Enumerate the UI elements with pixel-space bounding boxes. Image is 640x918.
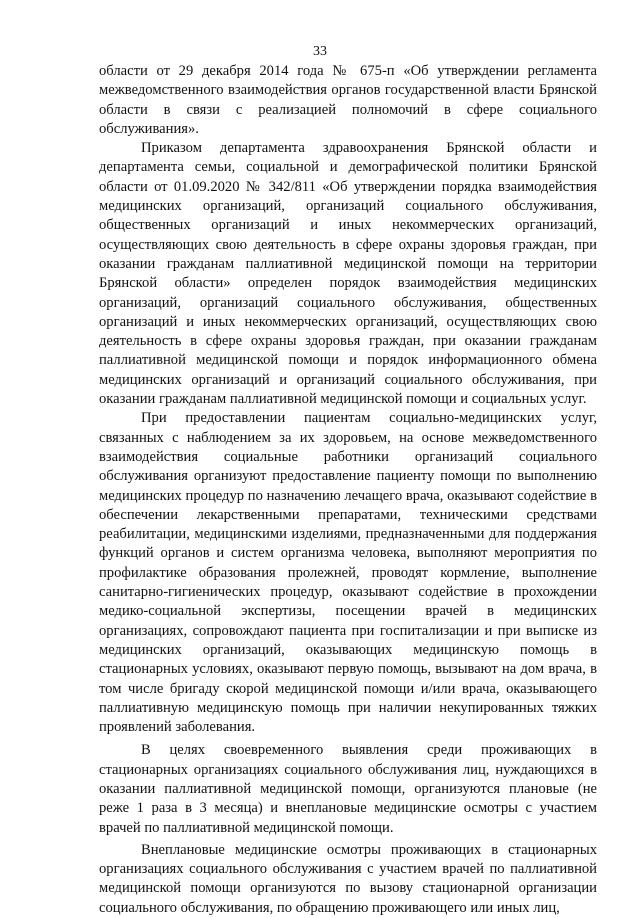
page-number: 33 <box>313 44 327 59</box>
paragraph-unplanned-examinations: Внеплановые медицинские осмотры проживающих в стационарных организациях социального обслуживания с участием врачей по паллиативной медицинской помощи организуются по вызову стационарной организации социального обслуживания, по обращению проживающего или иных лиц, <box>99 841 597 916</box>
document-body <box>99 62 597 918</box>
paragraph-timely-identification: В целях своевременного выявления среди проживающих в стационарных организациях социального обслуживания лиц, нуждающихся в оказании паллиативной медицинской помощи, организуются плановые (не реже 1 раза в 3 месяца) и внеплановые медицинские осмотры с участием врачей по паллиативной медицинской помощи. <box>99 742 597 836</box>
paragraph-regulation-reference: области от 29 декабря 2014 года № 675-п «Об утверждении регламента межведомственного взаимодействия органов государственной власти Брянской области в связи с реализацией полномочий в сфере социального обслуживания». <box>99 63 597 137</box>
paragraph-social-medical-services: При предоставлении пациентам социально-медицинских услуг, связанных с наблюдением за их здоровьем, на основе межведомственного взаимодействия социальные работники организаций социального обслуживания организуют предоставление пациенту помощи по выполнению медицинских процедур по назначению лечащего врача, оказывают содействие в обеспечении лекарственными препаратами, техническими средствами реабилитации, медицинскими изделиями, предназначенными для поддержания функций органов и систем организма человека, выполняют мероприятия по профилактике образования пролежней, проводят кормление, выполнение санитарно-гигиенических процедур, оказывают содействие в прохождении медико-социальной экспертизы, посещении врачей в медицинских организациях, сопровождают пациента при госпитализации и при выписке из медицинских организаций, оказывающих медицинскую помощь в стационарных условиях, оказывают первую помощь, вызывают на дом врача, в том числе бригаду скорой медицинской помощи и/или врача, оказывающего паллиативную медицинскую помощь при наличии некупированных тяжких проявлений заболевания. <box>99 410 597 736</box>
paragraph-order-description: Приказом департамента здравоохранения Брянской области и департамента семьи, социальной и демографической политики Брянской области от 01.09.2020 № 342/811 «Об утверждении порядка взаимодействия медицинских организаций, организаций социального обслуживания, общественных организаций и иных некоммерческих организаций, осуществляющих свою деятельность в сфере охраны здоровья граждан, при оказании гражданам паллиативной медицинской помощи на территории Брянской области» определен порядок взаимодействия медицинских организаций, организаций социального обслуживания, общественных организаций и иных некоммерческих организаций, осуществляющих свою деятельность в сфере охраны здоровья граждан, при оказании гражданам паллиативной медицинской помощи и порядок информационного обмена медицинских организаций и организаций социального обслуживания, при оказании гражданам паллиативной медицинской помощи и социальных услуг. <box>99 140 597 408</box>
